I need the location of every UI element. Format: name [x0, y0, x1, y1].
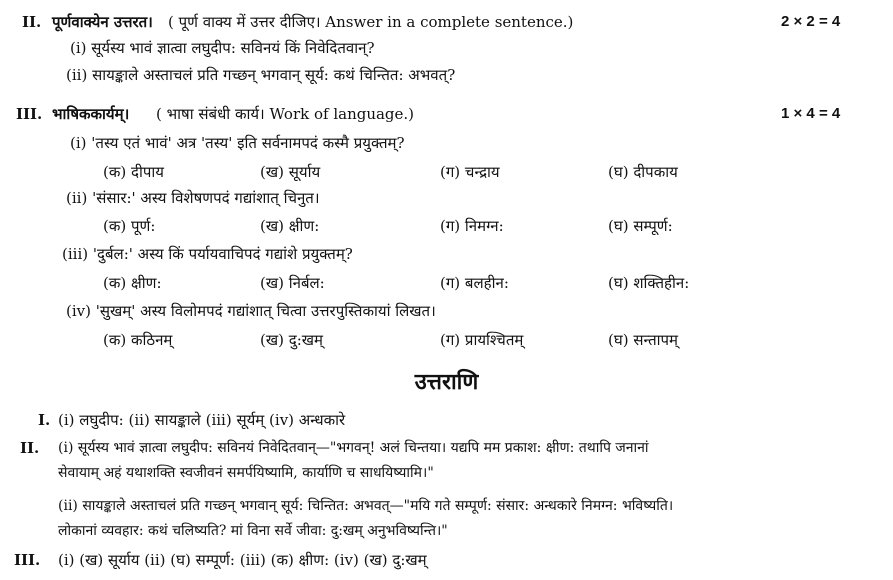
- answer-1-label: I.: [38, 411, 51, 429]
- section-3-instruction: ( भाषा संबंधी कार्य। Work of language.): [156, 105, 415, 123]
- q3-option-b: (ख) निर्बल:: [260, 274, 325, 292]
- answers-heading: उत्तराणि: [414, 369, 479, 395]
- q1-option-a: (क) दीपाय: [103, 163, 164, 181]
- q2-option-a: (क) पूर्ण:: [103, 217, 156, 235]
- answer-2-line-1: (i) सूर्यस्य भावं ज्ञात्वा लघुदीप: सविनयं निवेदितवान्—"भगवन्! अलं चिन्तया। यद्यपि मम प्रकाश: क्षीण: तथापि जनानां: [58, 440, 649, 456]
- q4-option-a: (क) कठिनम्: [103, 331, 173, 349]
- section-3-question-4: (iv) 'सुखम्' अस्य विलोमपदं गद्यांशात् चित्वा उत्तरपुस्तिकायां लिखत।: [66, 302, 436, 320]
- section-3-question-3: (iii) 'दुर्बल:' अस्य किं पर्यायवाचिपदं गद्यांशे प्रयुक्तम्?: [62, 245, 353, 263]
- section-3-label: III.: [16, 105, 43, 123]
- q2-option-b: (ख) क्षीण:: [260, 217, 320, 235]
- q4-option-b: (ख) दु:खम्: [260, 331, 324, 349]
- answer-2-line-2: सेवायाम् अहं यथाशक्ति स्वजीवनं समर्पयिष्यामि, कार्याणि च साधयिष्यामि।": [58, 465, 434, 481]
- section-2-question-1: (i) सूर्यस्य भावं ज्ञात्वा लघुदीप: सविनयं किं निवेदितवान्?: [70, 39, 375, 57]
- answer-2-line-3: (ii) सायङ्काले अस्ताचलं प्रति गच्छन् भगवान् सूर्य: चिन्तित: अभवत्—"मयि गते सम्पूर्ण: संसार: अन्धकारे निमग्न: भविष्यति।: [58, 498, 674, 514]
- q3-option-d: (घ) शक्तिहीन:: [608, 274, 690, 292]
- section-2-instruction: ( पूर्ण वाक्य में उत्तर दीजिए। Answer in a complete sentence.): [168, 13, 574, 31]
- section-2-label: II.: [22, 13, 42, 31]
- section-3-question-1: (i) 'तस्य एतं भावं' अत्र 'तस्य' इति सर्वनामपदं कस्मै प्रयुक्तम्?: [70, 134, 405, 152]
- q2-option-c: (ग) निमग्न:: [440, 217, 504, 235]
- q1-option-c: (ग) चन्द्राय: [440, 163, 500, 181]
- q3-option-c: (ग) बलहीन:: [440, 274, 509, 292]
- answer-1-text: (i) लघुदीप: (ii) सायङ्काले (iii) सूर्यम् (iv) अन्धकारे: [58, 411, 346, 429]
- section-3-question-2: (ii) 'संसार:' अस्य विशेषणपदं गद्यांशात् चिनुत।: [66, 189, 320, 207]
- section-2-marks: 2 × 2 = 4: [781, 13, 841, 30]
- section-3-title: भाषिककार्यम्।: [52, 105, 130, 123]
- section-2-title: पूर्णवाक्येन उत्तरत।: [52, 13, 153, 31]
- answer-2-line-4: लोकानां व्यवहार: कथं चलिष्यति? मां विना सर्वे जीवा: दु:खम् अनुभविष्यन्ति।": [58, 523, 448, 539]
- q4-option-d: (घ) सन्तापम्: [608, 331, 679, 349]
- q3-option-a: (क) क्षीण:: [103, 274, 162, 292]
- q4-option-c: (ग) प्रायश्चितम्: [440, 331, 524, 349]
- answer-2-label: II.: [20, 439, 40, 457]
- answer-3-text: (i) (ख) सूर्याय (ii) (घ) सम्पूर्ण: (iii) (क) क्षीण: (iv) (ख) दु:खम्: [58, 551, 427, 569]
- q1-option-d: (घ) दीपकाय: [608, 163, 678, 181]
- q1-option-b: (ख) सूर्याय: [260, 163, 321, 181]
- section-3-marks: 1 × 4 = 4: [781, 105, 841, 122]
- section-2-question-2: (ii) सायङ्काले अस्ताचलं प्रति गच्छन् भगवान् सूर्य: कथं चिन्तित: अभवत्?: [66, 66, 456, 84]
- answer-3-label: III.: [14, 551, 41, 569]
- q2-option-d: (घ) सम्पूर्ण:: [608, 217, 673, 235]
